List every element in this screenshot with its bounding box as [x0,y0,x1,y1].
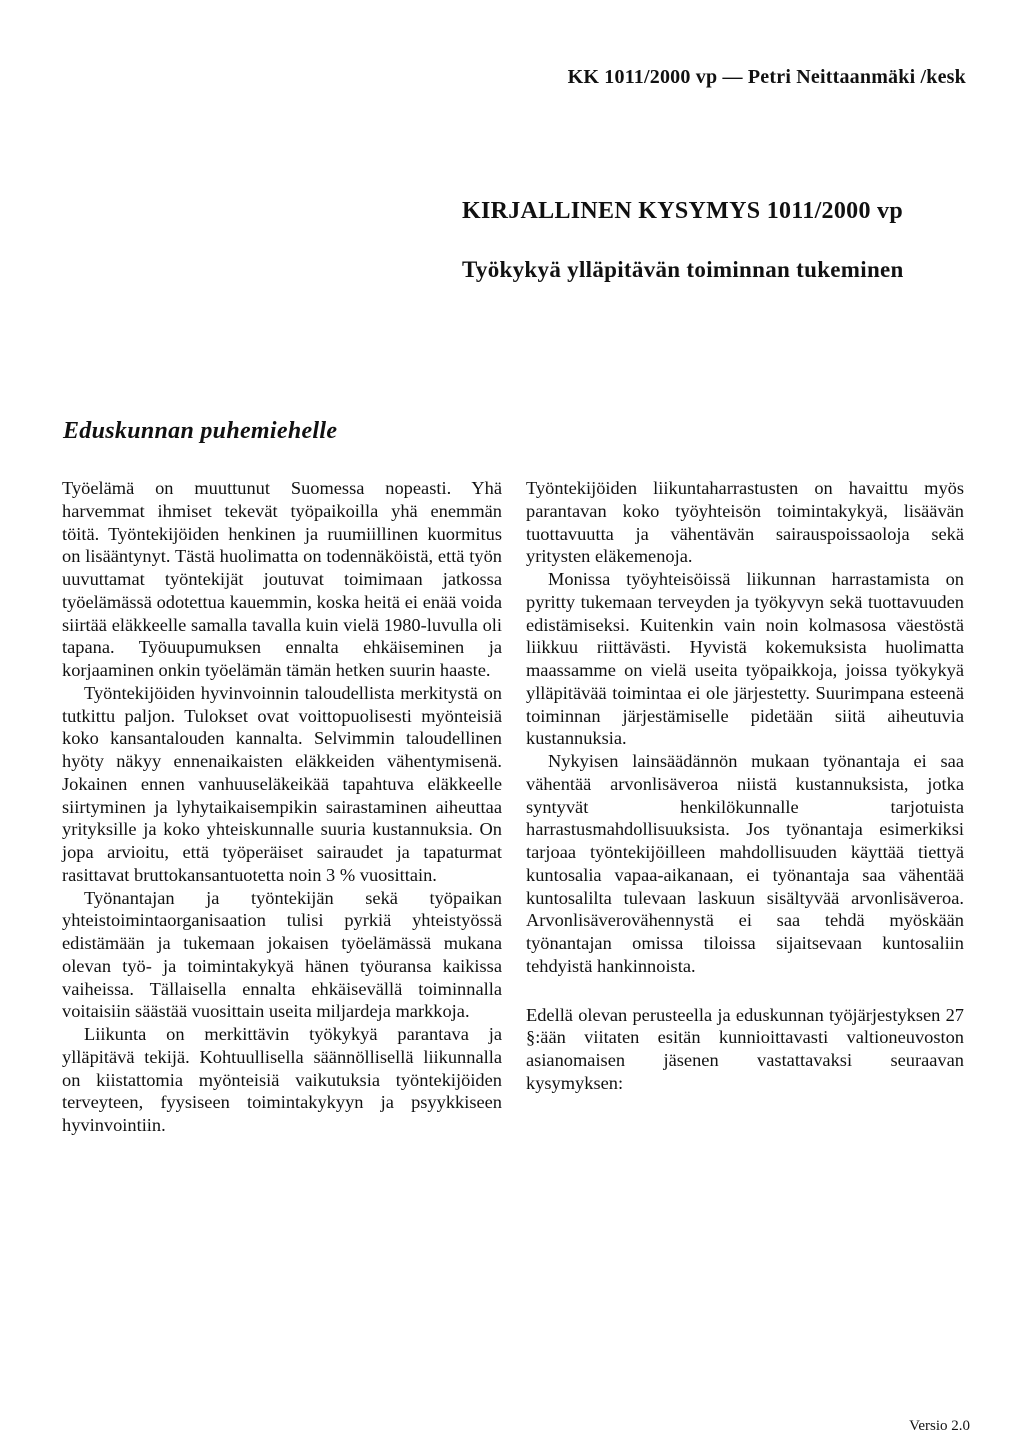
right-paragraph-3: Nykyisen lainsäädännön mukaan työnantaja ei saa vähentää arvonlisäveroa niistä kustannuksista, jotka syntyvät henkilökunnalle tarjotuista harrastusmahdollisuuksista. Jos työnantaja esimerkiksi tarjoaa työntekijöilleen mahdollisuuden käyttää tiettyä kuntosalia vapaa-aikanaan, ei työnantaja saa vähentää kuntosalilta tulevaan laskuun sisältyvää arvonlisäveroa. Arvonlisäverovähennystä ei saa tehdä myöskään työnantajan omissa tiloissa sijaitsevaan kuntosaliin tehdyistä hankinnoista. [526,751,964,976]
salutation: Eduskunnan puhemiehelle [63,418,338,444]
document-subtitle: Työkykyä ylläpitävän toiminnan tukeminen [462,257,904,282]
right-column [526,477,964,1095]
left-paragraph-2: Työntekijöiden hyvinvoinnin taloudellista merkitystä on tutkittu paljon. Tulokset ovat voittopuolisesti myönteisiä koko kansantalouden kannalta. Selvimmin taloudellinen hyöty näkyy ennenaikaisten eläkkeiden vähentymisenä. Jokainen ennen vanhuuseläkeikää tapahtuva eläkkeelle siirtyminen ja lyhytaikaisempikin sairastaminen aiheuttaa yrityksille ja koko yhteiskunnalle suuria kustannuksia. On jopa arvioitu, että työperäiset sairaudet ja tapaturmat rasittavat bruttokansantuotetta noin 3 % vuosittain. [62,682,502,885]
left-paragraph-3: Työnantajan ja työntekijän sekä työpaikan yhteistoimintaorganisaation tulisi pyrkiä yhteistyössä edistämään ja tukemaan jokaisen työelämässä mukana olevan työ- ja toimintakykyä hänen työuransa kaikissa vaiheissa. Tällaisella ennalta ehkäisevällä toiminnalla voitaisiin säästää vuosittain useita miljardeja markkoja. [62,887,502,1022]
left-paragraph-1: Työelämä on muuttunut Suomessa nopeasti. Yhä harvemmat ihmiset tekevät työpaikoilla yhä enemmän töitä. Työntekijöiden henkinen ja ruumiillinen kuormitus on lisääntynyt. Tästä huolimatta on todennäköistä, että työn uuvuttamat työntekijät joutuvat toimimaan jatkossa työelämässä odotettua kauemmin, koska heitä ei enää voida siirtää eläkkeelle samalla tavalla kuin vielä 1980-luvulla oli tapana. Työuupumuksen ennalta ehkäiseminen ja korjaaminen onkin työelämän tämän hetken suurin haaste. [62,478,502,680]
right-paragraph-2: Monissa työyhteisöissä liikunnan harrastamista on pyritty tukemaan terveyden ja työkyvyn sekä tuottavuuden edistämiseksi. Kuitenkin vain noin kolmasosa väestöstä liikkuu riittävästi. Hyvistä kokemuksista huolimatta maassamme on vielä useita työpaikkoja, joissa työkykyä ylläpitävää toimintaa ei ole järjestetty. Suurimpana esteenä toiminnan järjestämiselle pidetään siitä aiheutuvia kustannuksia. [526,569,964,749]
right-paragraph-1: Työntekijöiden liikuntaharrastusten on havaittu myös parantavan koko työyhteisön toimintakykyä, lisäävän tuottavuutta ja vähentävän sairauspoissaoloja sekä yritysten eläkemenoja. [526,478,964,567]
version-label: Versio 2.0 [909,1418,970,1434]
left-paragraph-4: Liikunta on merkittävin työkykyä parantava ja ylläpitävä tekijä. Kohtuullisella säännöllisellä liikunnalla on kiistattomia myönteisiä vaikutuksia työntekijöiden terveyteen, fyysiseen toimintakykyyn ja psyykkiseen hyvinvointiin. [62,1024,502,1135]
document-title: KIRJALLINEN KYSYMYS 1011/2000 vp [462,198,904,224]
left-column [62,477,502,1137]
header-reference: KK 1011/2000 vp — Petri Neittaanmäki /kesk [567,66,966,88]
right-paragraph-4: Edellä olevan perusteella ja eduskunnan työjärjestyksen 27 §:ään viitaten esitän kunnioittavasti valtioneuvoston asianomaisen jäsenen vastattavaksi seuraavan kysymyksen: [526,1004,964,1093]
